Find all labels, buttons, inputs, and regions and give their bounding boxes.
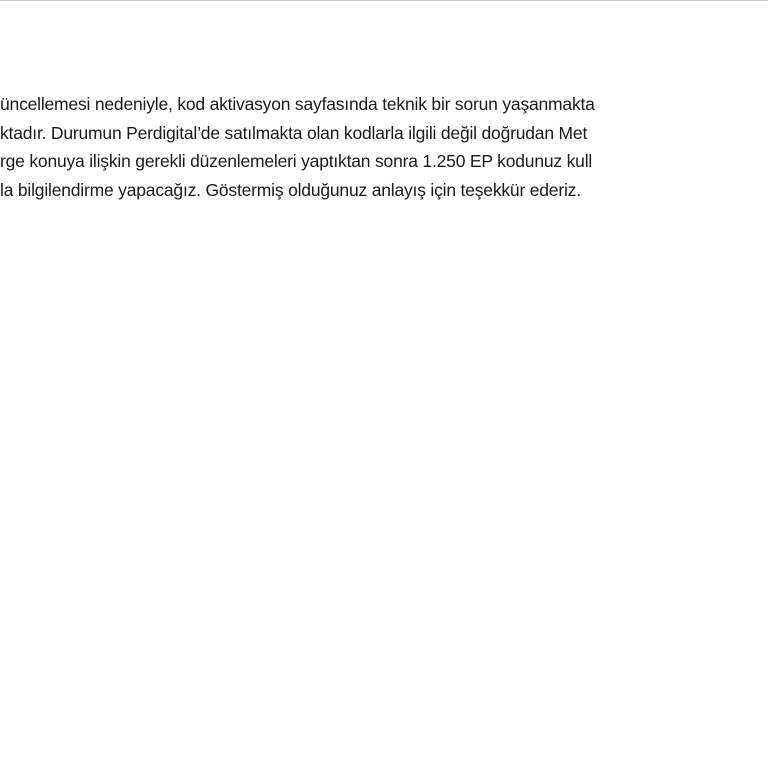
text-line: ktadır. Durumun Perdigital’de satılmakta olan kodlarla ilgili değil doğrudan Met xyxy=(0,122,588,143)
text-line: üncellemesi nedeniyle, kod aktivasyon sayfasında teknik bir sorun yaşanmakta xyxy=(0,94,595,114)
document-text xyxy=(0,90,768,204)
top-divider xyxy=(0,0,768,1)
text-line: rge konuya ilişkin gerekli düzenlemeleri yaptıktan sonra 1.250 EP kodunuz kull xyxy=(0,151,593,171)
text-line: la bilgilendirme yapacağız. Göstermiş olduğunuz anlayış için teşekkür ederiz. xyxy=(0,179,581,200)
